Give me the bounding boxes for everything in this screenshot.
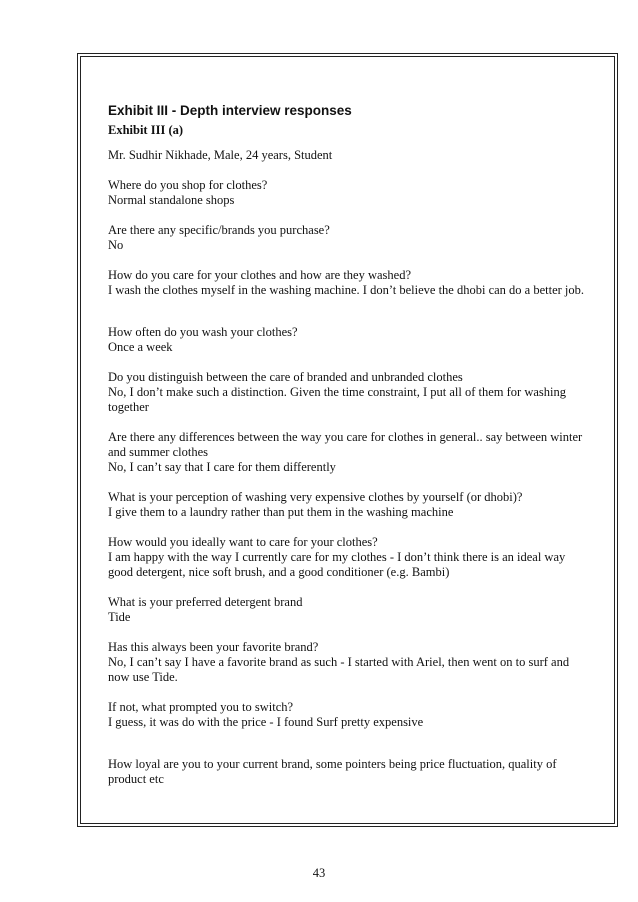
qa-block [108,640,588,685]
answer: Tide [108,610,131,624]
qa-block [108,268,588,298]
answer: No, I can’t say that I care for them differently [108,460,336,474]
answer: I am happy with the way I currently care for my clothes - I don’t think there is an ideal way [108,550,566,564]
question: What is your preferred detergent brand [108,595,303,609]
answer: No, I don’t make such a distinction. Given the time constraint, I put all of them for washing together [108,385,567,414]
page-number: 43 [312,866,326,880]
answer: I wash the clothes myself in the washing machine. I don’t believe the dhobi can do a better job. [108,283,585,297]
answer-continued: good detergent, nice soft brush, and a good conditioner (e.g. Bambi) [108,565,450,579]
qa-block [108,223,588,253]
answer: Normal standalone shops [108,193,235,207]
question: Has this always been your favorite brand? [108,640,319,654]
qa-block [108,757,588,787]
qa-block [108,370,588,415]
question: Are there any specific/brands you purchase? [108,223,330,237]
qa-block [108,325,588,355]
question: If not, what prompted you to switch? [108,700,294,714]
exhibit-heading: Exhibit III - Depth interview responses [108,103,352,118]
qa-block [108,595,588,625]
question: How loyal are you to your current brand, some pointers being price fluctuation, quality of product etc [108,757,557,786]
qa-block [108,700,588,730]
question: Where do you shop for clothes? [108,178,268,192]
question: How would you ideally want to care for your clothes? [108,535,378,549]
qa-block [108,430,588,475]
question: What is your perception of washing very expensive clothes by yourself (or dhobi)? [108,490,523,504]
respondent-info: Mr. Sudhir Nikhade, Male, 24 years, Student [108,148,333,162]
answer: No, I can’t say I have a favorite brand as such - I started with Ariel, then went on to surf and now use Tide. [108,655,570,684]
answer: I give them to a laundry rather than put them in the washing machine [108,505,454,519]
answer: I guess, it was do with the price - I found Surf pretty expensive [108,715,424,729]
question: Are there any differences between the way you care for clothes in general.. say between winter and summer clothes [108,430,583,459]
document-content [108,102,588,787]
exhibit-subheading: Exhibit III (a) [108,123,184,137]
question: How do you care for your clothes and how are they washed? [108,268,412,282]
answer: No [108,238,124,252]
qa-block [108,178,588,208]
qa-block [108,535,588,580]
qa-block [108,490,588,520]
question: How often do you wash your clothes? [108,325,298,339]
answer: Once a week [108,340,173,354]
question: Do you distinguish between the care of branded and unbranded clothes [108,370,463,384]
